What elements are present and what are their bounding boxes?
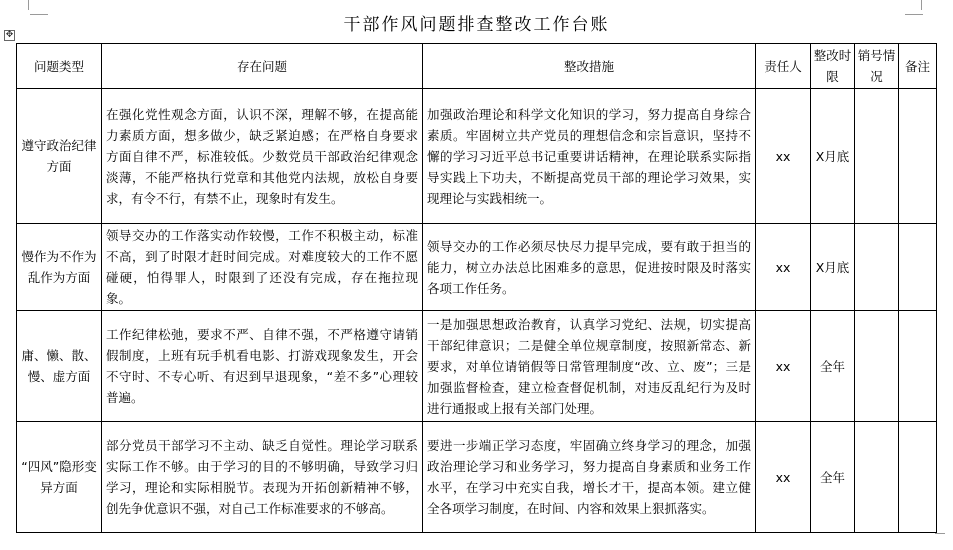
crop-mark-bottom-right: [935, 533, 945, 542]
cell-rectification-measure: 一是加强思想政治教育，认真学习党纪、法规，切实提高干部纪律意识；二是健全单位规章制度，按照新常态、新要求，对单位请销假等日常管理制度“改、立、废”；三是加强监督检查，建立检查督促机制，对违反乱纪行为及时进行通报或上报有关部门处理。: [423, 311, 756, 422]
document-title: 干部作风问题排查整改工作台账: [343, 15, 610, 35]
table-row: [17, 224, 937, 311]
rectification-ledger-table: [16, 43, 937, 533]
cell-closure-status: [855, 311, 899, 422]
crop-mark-top-left-vertical: [28, 0, 29, 10]
cell-existing-problem: 工作纪律松弛，要求不严、自律不强，不严格遵守请销假制度，上班有玩手机看电影、打游戏现象发生，开会不守时、不专心听、有迟到早退现象，“差不多”心理较普遍。: [102, 311, 423, 422]
header-problem-type: 问题类型: [17, 44, 102, 89]
table-row: [17, 89, 937, 224]
cell-closure-status: [855, 89, 899, 224]
cell-deadline: 全年: [811, 422, 855, 533]
header-deadline: 整改时限: [811, 44, 855, 89]
cell-closure-status: [855, 422, 899, 533]
cell-responsible-person: xx: [756, 224, 811, 311]
cell-notes: [899, 224, 937, 311]
table-row: [17, 311, 937, 422]
header-responsible-person: 责任人: [756, 44, 811, 89]
cell-problem-type: “四风”隐形变异方面: [17, 422, 102, 533]
cell-rectification-measure: 要进一步端正学习态度，牢固确立终身学习的理念，加强政治理论学习和业务学习，努力提高自身素质和业务工作水平，在学习中充实自我，增长才干，提高本领。建立健全各项学习制度，在时间、内容和效果上狠抓落实。: [423, 422, 756, 533]
cell-problem-type: 慢作为不作为乱作为方面: [17, 224, 102, 311]
header-notes: 备注: [899, 44, 937, 89]
cell-responsible-person: xx: [756, 89, 811, 224]
cell-existing-problem: 部分党员干部学习不主动、缺乏自觉性。理论学习联系实际工作不够。由于学习的目的不够明确，导致学习归学习，理论和实际相脱节。表现为开拓创新精神不够，创先争优意识不强，对自己工作标准要求的不够高。: [102, 422, 423, 533]
cell-rectification-measure: 加强政治理论和科学文化知识的学习，努力提高自身综合素质。牢固树立共产党员的理想信念和宗旨意识，坚持不懈的学习习近平总书记重要讲话精神，在理论联系实际指导实践上下功夫，不断提高党员干部的理论学习效果，实现理论与实践相统一。: [423, 89, 756, 224]
cell-notes: [899, 89, 937, 224]
cell-deadline: X月底: [811, 89, 855, 224]
cell-notes: [899, 422, 937, 533]
header-closure-status: 销号情况: [855, 44, 899, 89]
move-handle-icon[interactable]: ✥: [5, 30, 14, 40]
cell-closure-status: [855, 224, 899, 311]
cell-problem-type: 庸、懒、散、慢、虚方面: [17, 311, 102, 422]
cell-problem-type: 遵守政治纪律方面: [17, 89, 102, 224]
table-header-row: [17, 44, 937, 89]
table-row: [17, 422, 937, 533]
header-rectification-measures: 整改措施: [423, 44, 756, 89]
cell-responsible-person: xx: [756, 422, 811, 533]
cell-existing-problem: 在强化党性观念方面，认识不深，理解不够，在提高能力素质方面，想多做少，缺乏紧迫感；在严格自身要求方面自律不严，标准较低。少数党员干部政治纪律观念淡薄，不能严格执行党章和其他党内法规，放松自身要求，有令不行，有禁不止，现象时有发生。: [102, 89, 423, 224]
header-existing-problems: 存在问题: [102, 44, 423, 89]
cell-responsible-person: xx: [756, 311, 811, 422]
cell-rectification-measure: 领导交办的工作必须尽快尽力提早完成，要有敢于担当的能力，树立办法总比困难多的意思，促进按时限及时落实各项工作任务。: [423, 224, 756, 311]
cell-deadline: 全年: [811, 311, 855, 422]
cell-deadline: X月底: [811, 224, 855, 311]
cell-existing-problem: 领导交办的工作落实动作较慢，工作不积极主动，标准不高，到了时限才赶时间完成。对难度较大的工作不愿碰硬，怕得罪人，时限到了还没有完成，存在拖拉现象。: [102, 224, 423, 311]
crop-mark-top-right-vertical: [921, 0, 922, 10]
cell-notes: [899, 311, 937, 422]
